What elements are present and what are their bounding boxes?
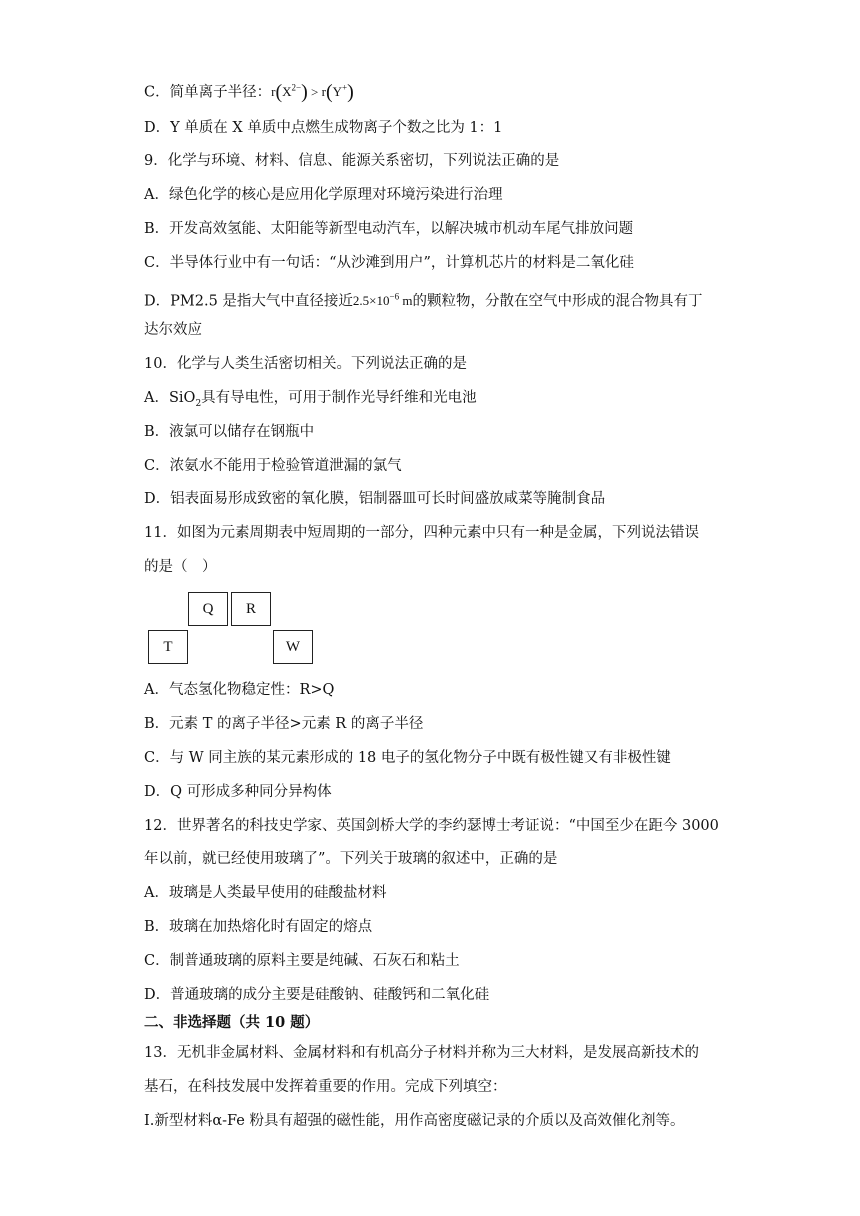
option-d-q10: D．铝表面易形成致密的氧化膜，铝制器皿可长时间盛放咸菜等腌制食品: [144, 491, 606, 507]
option-d-q9: D．PM2.5 是指大气中直径接近$2.5\times 10^{-6}$ m的颗粒物，分散在空气中形成的混合物具有丁: [144, 292, 703, 310]
scientific-number: $2.5\times 10^{-6}$ m: [352, 292, 413, 309]
cell-t: T: [148, 630, 188, 664]
formula-radius-y: r(Y+): [321, 81, 354, 104]
option-b-q9: B．开发高效氢能、太阳能等新型电动汽车，以解决城市机动车尾气排放问题: [144, 221, 634, 237]
question-12: 12．世界著名的科技史学家、英国剑桥大学的李约瑟博士考证说：“中国至少在距今 3000: [144, 818, 719, 834]
option-a-q11: A．气态氢化物稳定性：R>Q: [144, 682, 335, 698]
option-a-q12: A．玻璃是人类最早使用的硅酸盐材料: [144, 885, 387, 901]
question-13-cont: 基石，在科技发展中发挥着重要的作用。完成下列填空：: [144, 1079, 507, 1095]
option-b-q11: B．元素 T 的离子半径>元素 R 的离子半径: [144, 716, 424, 732]
question-11-cont: 的是（ ）: [144, 559, 217, 575]
cell-q: Q: [188, 592, 228, 626]
option-b-q10: B．液氯可以储存在钢瓶中: [144, 424, 315, 440]
cell-w: W: [273, 630, 313, 664]
question-12-cont: 年以前，就已经使用玻璃了”。下列关于玻璃的叙述中，正确的是: [144, 851, 558, 867]
option-c-q9: C．半导体行业中有一句话：“从沙滩到用户”，计算机芯片的材料是二氧化硅: [144, 255, 634, 271]
formula-radius-x: $r(X^{2-})$: [271, 81, 308, 104]
question-9: 9．化学与环境、材料、信息、能源关系密切，下列说法正确的是: [144, 153, 560, 169]
option-c-q11: C．与 W 同主族的某元素形成的 18 电子的氢化物分子中既有极性键又有非极性键: [144, 750, 671, 766]
option-a-q9: A．绿色化学的核心是应用化学原理对环境污染进行治理: [144, 187, 503, 203]
option-label: C．简单离子半径：: [144, 84, 272, 101]
option-b-q12: B．玻璃在加热熔化时有固定的熔点: [144, 919, 373, 935]
cell-r: R: [231, 592, 271, 626]
periodic-table-fragment: [148, 592, 318, 668]
option-a-q10: A．SiO$_2$具有导电性，可用于制作光导纤维和光电池: [144, 390, 477, 409]
option-c-q10: C．浓氨水不能用于检验管道泄漏的氯气: [144, 458, 402, 474]
option-c-q8: [144, 78, 354, 102]
option-d-q12: D．普通玻璃的成分主要是硅酸钠、硅酸钙和二氧化硅: [144, 987, 490, 1003]
option-d-q8: D．Y 单质在 X 单质中点燃生成物离子个数之比为 1：1: [144, 120, 503, 136]
option-d-q9-cont: 达尔效应: [144, 322, 202, 338]
option-d-q11: D．Q 可形成多种同分异构体: [144, 784, 332, 800]
question-10: 10．化学与人类生活密切相关。下列说法正确的是: [144, 356, 467, 372]
section-heading: 二、非选择题（共 10 题）: [144, 1014, 320, 1031]
question-11: 11．如图为元素周期表中短周期的一部分，四种元素中只有一种是金属，下列说法错误: [144, 525, 699, 541]
option-c-q12: C．制普通玻璃的原料主要是纯碱、石灰石和粘土: [144, 953, 460, 969]
gt-sign: >: [307, 84, 322, 100]
question-13: 13．无机非金属材料、金属材料和有机高分子材料并称为三大材料，是发展高新技术的: [144, 1045, 699, 1061]
question-13-part-i: Ⅰ.新型材料α-Fe 粉具有超强的磁性能，用作高密度磁记录的介质以及高效催化剂等。: [144, 1113, 685, 1129]
